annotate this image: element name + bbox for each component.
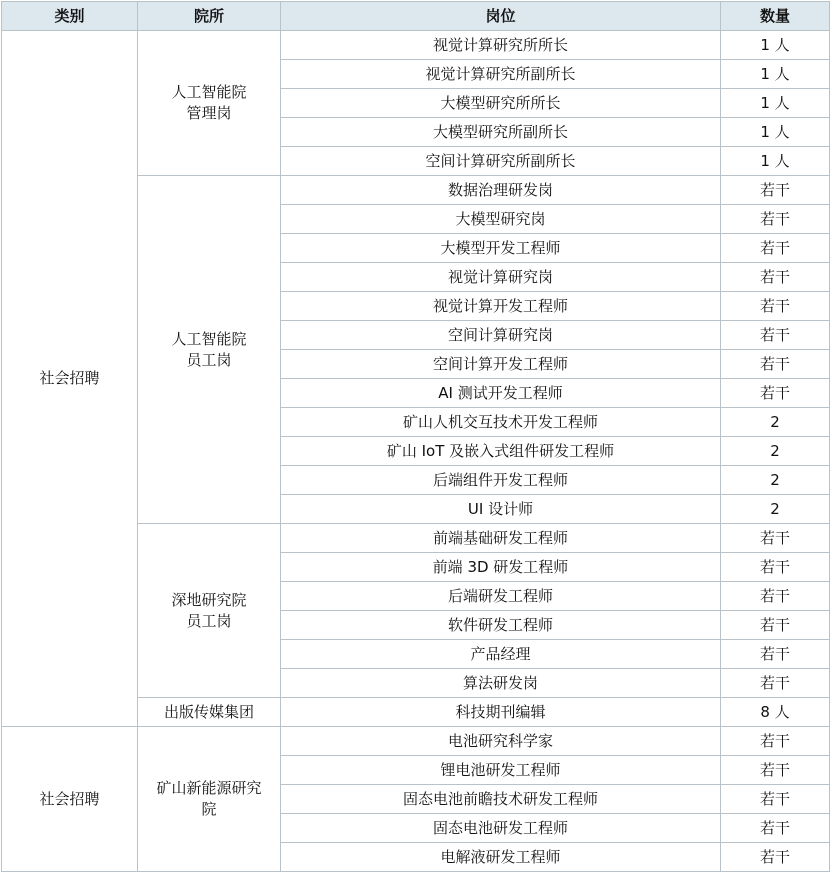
count-cell: 若干 bbox=[721, 292, 830, 321]
position-cell: 前端基础研发工程师 bbox=[281, 524, 721, 553]
count-cell: 若干 bbox=[721, 843, 830, 872]
position-cell: 软件研发工程师 bbox=[281, 611, 721, 640]
institute-name-line: 人工智能院 bbox=[171, 329, 247, 348]
table-body bbox=[2, 31, 830, 872]
count-cell: 若干 bbox=[721, 669, 830, 698]
position-cell: 数据治理研发岗 bbox=[281, 176, 721, 205]
count-cell: 若干 bbox=[721, 611, 830, 640]
count-cell: 若干 bbox=[721, 640, 830, 669]
institute-cell bbox=[138, 727, 281, 872]
header-row bbox=[2, 2, 830, 31]
count-cell: 若干 bbox=[721, 176, 830, 205]
header-institute: 院所 bbox=[138, 2, 281, 31]
position-cell: 视觉计算研究岗 bbox=[281, 263, 721, 292]
header-count: 数量 bbox=[721, 2, 830, 31]
count-cell: 1 人 bbox=[721, 118, 830, 147]
count-cell: 1 人 bbox=[721, 147, 830, 176]
position-cell: 电池研究科学家 bbox=[281, 727, 721, 756]
table-row bbox=[2, 727, 830, 756]
position-cell: 后端组件开发工程师 bbox=[281, 466, 721, 495]
category-cell: 社会招聘 bbox=[2, 31, 138, 727]
institute-name-line: 矿山新能源研究 bbox=[156, 779, 262, 797]
position-cell: 矿山 IoT 及嵌入式组件研发工程师 bbox=[281, 437, 721, 466]
count-cell: 2 bbox=[721, 466, 830, 495]
position-cell: 矿山人机交互技术开发工程师 bbox=[281, 408, 721, 437]
position-cell: 视觉计算开发工程师 bbox=[281, 292, 721, 321]
institute-name-line: 深地研究院 bbox=[171, 590, 247, 609]
table-row bbox=[2, 31, 830, 60]
count-cell: 若干 bbox=[721, 553, 830, 582]
count-cell: 2 bbox=[721, 408, 830, 437]
count-cell: 若干 bbox=[721, 234, 830, 263]
position-cell: 大模型研究岗 bbox=[281, 205, 721, 234]
position-cell: 算法研发岗 bbox=[281, 669, 721, 698]
count-cell: 1 人 bbox=[721, 60, 830, 89]
count-cell: 2 bbox=[721, 495, 830, 524]
institute-name-line: 人工智能院 bbox=[171, 83, 247, 101]
count-cell: 若干 bbox=[721, 321, 830, 350]
institute-name-line: 管理岗 bbox=[186, 104, 232, 122]
position-cell: 大模型开发工程师 bbox=[281, 234, 721, 263]
header-position: 岗位 bbox=[281, 2, 721, 31]
recruitment-table bbox=[1, 1, 830, 872]
institute-cell bbox=[138, 31, 281, 176]
count-cell: 若干 bbox=[721, 785, 830, 814]
count-cell: 若干 bbox=[721, 814, 830, 843]
institute-cell bbox=[138, 698, 281, 727]
institute-cell bbox=[138, 176, 281, 524]
position-cell: 电解液研发工程师 bbox=[281, 843, 721, 872]
institute-name-line: 员工岗 bbox=[186, 350, 232, 369]
count-cell: 若干 bbox=[721, 582, 830, 611]
count-cell: 1 人 bbox=[721, 31, 830, 60]
institute-name-line: 员工岗 bbox=[186, 611, 232, 630]
count-cell: 若干 bbox=[721, 379, 830, 408]
position-cell: 科技期刊编辑 bbox=[281, 698, 721, 727]
count-cell: 8 人 bbox=[721, 698, 830, 727]
position-cell: 空间计算研究岗 bbox=[281, 321, 721, 350]
position-cell: 固态电池研发工程师 bbox=[281, 814, 721, 843]
position-cell: 空间计算开发工程师 bbox=[281, 350, 721, 379]
institute-cell bbox=[138, 524, 281, 698]
count-cell: 若干 bbox=[721, 524, 830, 553]
position-cell: 空间计算研究所副所长 bbox=[281, 147, 721, 176]
count-cell: 若干 bbox=[721, 350, 830, 379]
count-cell: 若干 bbox=[721, 756, 830, 785]
position-cell: 产品经理 bbox=[281, 640, 721, 669]
position-cell: 锂电池研发工程师 bbox=[281, 756, 721, 785]
count-cell: 若干 bbox=[721, 727, 830, 756]
institute-name-line: 院 bbox=[201, 800, 217, 818]
count-cell: 2 bbox=[721, 437, 830, 466]
position-cell: 固态电池前瞻技术研发工程师 bbox=[281, 785, 721, 814]
header-category: 类别 bbox=[2, 2, 138, 31]
count-cell: 1 人 bbox=[721, 89, 830, 118]
position-cell: 后端研发工程师 bbox=[281, 582, 721, 611]
position-cell: 视觉计算研究所副所长 bbox=[281, 60, 721, 89]
position-cell: 大模型研究所副所长 bbox=[281, 118, 721, 147]
position-cell: 大模型研究所所长 bbox=[281, 89, 721, 118]
count-cell: 若干 bbox=[721, 205, 830, 234]
count-cell: 若干 bbox=[721, 263, 830, 292]
category-cell: 社会招聘 bbox=[2, 727, 138, 872]
institute-name-line: 出版传媒集团 bbox=[163, 702, 254, 721]
position-cell: UI 设计师 bbox=[281, 495, 721, 524]
position-cell: 视觉计算研究所所长 bbox=[281, 31, 721, 60]
position-cell: AI 测试开发工程师 bbox=[281, 379, 721, 408]
position-cell: 前端 3D 研发工程师 bbox=[281, 553, 721, 582]
